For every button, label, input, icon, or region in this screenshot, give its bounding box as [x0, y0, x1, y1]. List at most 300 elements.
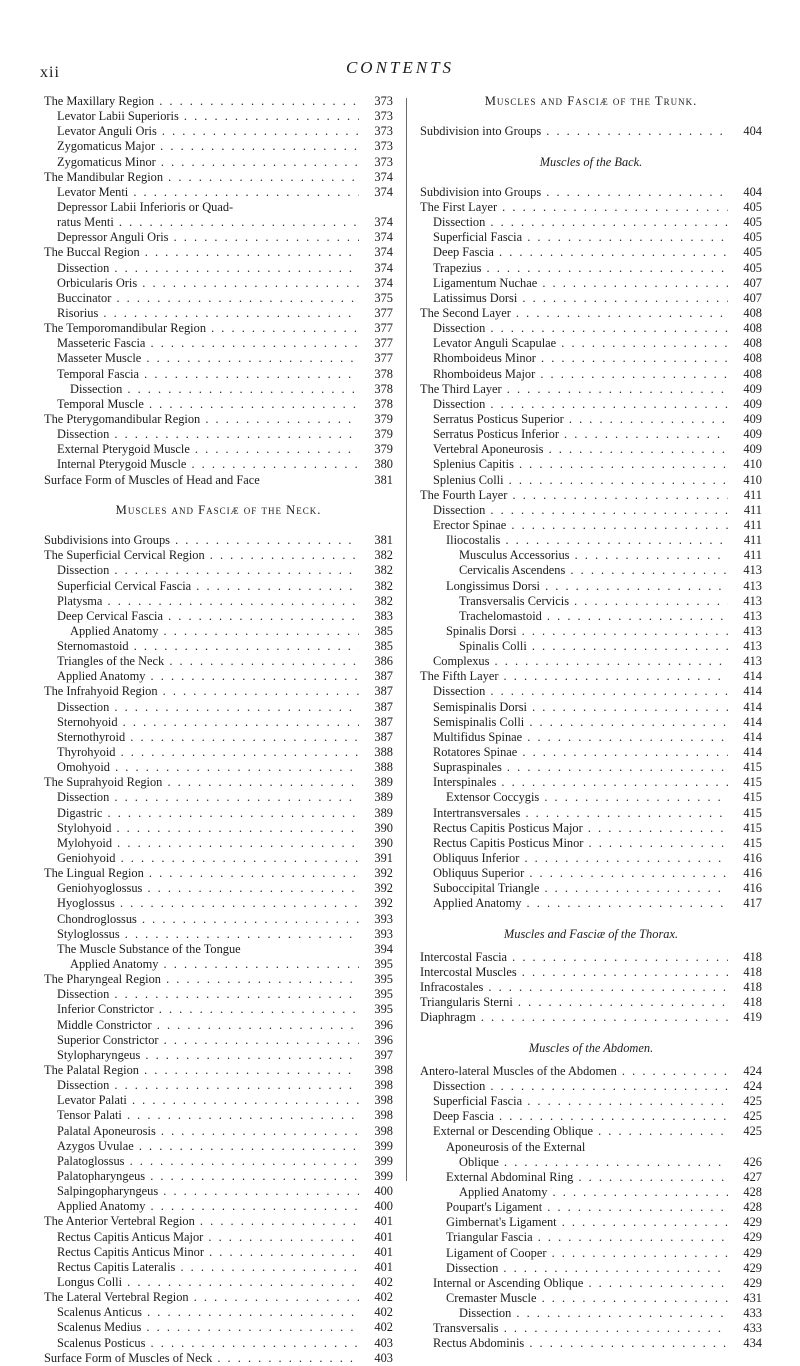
toc-entry-page: 434 — [732, 1336, 762, 1351]
toc-entry[interactable] — [44, 442, 393, 457]
toc-entry-title: Dissection . . . — [420, 684, 728, 699]
toc-entry-title: Tensor Palati . . . — [44, 1108, 359, 1123]
toc-entry[interactable] — [44, 1199, 393, 1214]
toc-entry-page: 378 — [363, 367, 393, 382]
toc-entry[interactable] — [420, 351, 762, 366]
toc-entry[interactable] — [420, 609, 762, 624]
toc-entry-page: 382 — [363, 548, 393, 563]
toc-entry[interactable] — [44, 170, 393, 185]
toc-entry-page: 413 — [732, 579, 762, 594]
toc-entry-title: Surface Form of Muscles of Neck . . . — [44, 1351, 359, 1366]
toc-entry[interactable] — [420, 654, 762, 669]
toc-entry[interactable] — [420, 442, 762, 457]
toc-entry[interactable] — [44, 987, 393, 1002]
toc-entry[interactable] — [420, 245, 762, 260]
toc-entry-title: Azygos Uvulae . . . — [44, 1139, 359, 1154]
toc-entry[interactable] — [44, 1108, 393, 1123]
toc-entry-page: 407 — [732, 291, 762, 306]
toc-entry-title: Dissection . . . — [420, 321, 728, 336]
toc-entry[interactable] — [420, 1306, 762, 1321]
toc-entry-title: Antero-lateral Muscles of the Abdomen . . . — [420, 1064, 728, 1079]
toc-entry[interactable] — [420, 367, 762, 382]
toc-left-column — [44, 94, 393, 1366]
toc-entry[interactable] — [44, 821, 393, 836]
toc-entry[interactable] — [420, 1276, 762, 1291]
toc-entry[interactable] — [420, 1200, 762, 1215]
toc-entry-title: Platysma . . . — [44, 594, 359, 609]
toc-entry[interactable] — [44, 185, 393, 200]
toc-entry-page: 402 — [363, 1290, 393, 1305]
toc-entry[interactable] — [44, 109, 393, 124]
toc-entry[interactable] — [420, 382, 762, 397]
toc-entry-continued: Depressor Labii Inferioris or Quad- — [57, 199, 234, 214]
toc-entry-title: Multifidus Spinae . . . — [420, 730, 728, 745]
toc-entry-title: Splenius Colli . . . — [420, 473, 728, 488]
toc-entry-page: 425 — [732, 1094, 762, 1109]
toc-entry[interactable] — [420, 488, 762, 503]
toc-entry-title: Applied Anatomy . . . — [420, 1185, 728, 1200]
toc-entry[interactable] — [420, 563, 762, 578]
toc-entry[interactable] — [44, 1305, 393, 1320]
section-heading: Muscles and Fasciæ of the Trunk. — [484, 94, 698, 108]
toc-entry-title: Triangularis Sterni . . . — [420, 995, 728, 1010]
toc-entry-title: Iliocostalis . . . — [420, 533, 728, 548]
toc-entry-title: External or Descending Oblique . . . — [420, 1124, 728, 1139]
toc-entry-title: Rectus Capitis Lateralis . . . — [44, 1260, 359, 1275]
toc-entry[interactable] — [420, 806, 762, 821]
toc-entry[interactable] — [420, 336, 762, 351]
toc-entry-title: Dissection . . . — [420, 397, 728, 412]
toc-entry[interactable] — [420, 306, 762, 321]
toc-entry[interactable] — [420, 684, 762, 699]
toc-entry-page: 411 — [732, 548, 762, 563]
toc-entry[interactable] — [420, 518, 762, 533]
toc-entry[interactable] — [44, 94, 393, 109]
toc-entry[interactable] — [44, 155, 393, 170]
toc-entry-title: Styloglossus . . . — [44, 927, 359, 942]
toc-entry[interactable] — [44, 851, 393, 866]
toc-entry[interactable] — [420, 503, 762, 518]
toc-entry[interactable] — [44, 942, 393, 957]
toc-entry-title: External Abdominal Ring . . . — [420, 1170, 728, 1185]
toc-entry-page: 389 — [363, 790, 393, 805]
toc-entry-title: Dissection . . . — [420, 215, 728, 230]
toc-entry[interactable] — [44, 912, 393, 927]
toc-entry-title: Oblique . . . — [420, 1155, 728, 1170]
toc-entry[interactable] — [44, 1351, 393, 1366]
toc-entry[interactable] — [44, 1245, 393, 1260]
toc-entry-page: 424 — [732, 1064, 762, 1079]
toc-entry-page: 373 — [363, 139, 393, 154]
toc-entry[interactable] — [44, 351, 393, 366]
toc-entry[interactable] — [420, 624, 762, 639]
toc-entry-page: 409 — [732, 382, 762, 397]
toc-entry[interactable] — [44, 321, 393, 336]
toc-entry-title: Superficial Fascia . . . — [420, 230, 728, 245]
toc-entry-title: Superficial Cervical Fascia . . . — [44, 579, 359, 594]
toc-entry-page: 417 — [732, 896, 762, 911]
toc-entry[interactable] — [44, 775, 393, 790]
toc-entry[interactable] — [44, 412, 393, 427]
toc-entry[interactable] — [44, 533, 393, 548]
toc-entry-title: Extensor Coccygis . . . — [420, 790, 728, 805]
toc-entry[interactable] — [420, 1291, 762, 1306]
toc-entry-page: 386 — [363, 654, 393, 669]
toc-entry[interactable] — [420, 821, 762, 836]
toc-entry[interactable] — [420, 457, 762, 472]
toc-entry-page: 414 — [732, 669, 762, 684]
toc-entry[interactable] — [44, 579, 393, 594]
toc-entry[interactable] — [44, 684, 393, 699]
toc-entry[interactable] — [44, 1078, 393, 1093]
toc-entry[interactable] — [44, 669, 393, 684]
toc-entry-title: The Fourth Layer . . . — [420, 488, 728, 503]
toc-entry-page: 387 — [363, 700, 393, 715]
toc-entry[interactable] — [420, 745, 762, 760]
toc-entry-title: The Maxillary Region . . . — [44, 94, 359, 109]
toc-entry[interactable] — [420, 980, 762, 995]
toc-entry[interactable] — [44, 1093, 393, 1108]
toc-entry-page: 405 — [732, 230, 762, 245]
toc-entry[interactable] — [420, 1170, 762, 1185]
toc-entry-title: Triangles of the Neck . . . — [44, 654, 359, 669]
toc-entry-page: 415 — [732, 790, 762, 805]
toc-entry[interactable] — [420, 1124, 762, 1139]
toc-entry-page: 409 — [732, 442, 762, 457]
toc-entry[interactable] — [420, 995, 762, 1010]
toc-entry[interactable] — [44, 382, 393, 397]
toc-entry-page: 391 — [363, 851, 393, 866]
toc-entry[interactable] — [44, 397, 393, 412]
toc-entry[interactable] — [44, 745, 393, 760]
toc-entry[interactable] — [44, 1290, 393, 1305]
toc-entry[interactable] — [420, 950, 762, 965]
toc-entry-title: Dissection . . . — [44, 1078, 359, 1093]
toc-entry-page: 429 — [732, 1246, 762, 1261]
toc-entry-page: 418 — [732, 995, 762, 1010]
toc-entry-title: Ligamentum Nuchae . . . — [420, 276, 728, 291]
toc-entry-page: 395 — [363, 957, 393, 972]
toc-entry[interactable] — [420, 730, 762, 745]
toc-entry[interactable] — [44, 1260, 393, 1275]
toc-entry-page: 407 — [732, 276, 762, 291]
toc-entry-page: 393 — [363, 927, 393, 942]
toc-entry-title: Erector Spinae . . . — [420, 518, 728, 533]
toc-entry-title: Dissection . . . — [44, 261, 359, 276]
toc-entry-page: 374 — [363, 261, 393, 276]
toc-entry[interactable] — [44, 715, 393, 730]
toc-entry-title: Hyoglossus . . . — [44, 896, 359, 911]
toc-entry[interactable] — [44, 866, 393, 881]
toc-entry[interactable] — [420, 1010, 762, 1025]
toc-entry[interactable] — [420, 1261, 762, 1276]
toc-entry-page: 405 — [732, 245, 762, 260]
toc-entry[interactable] — [420, 896, 762, 911]
toc-entry-title: Rhomboideus Minor . . . — [420, 351, 728, 366]
toc-entry-page: 378 — [363, 382, 393, 397]
toc-entry[interactable] — [420, 548, 762, 563]
toc-entry[interactable] — [420, 1109, 762, 1124]
toc-entry-page: 385 — [363, 639, 393, 654]
spacer — [420, 139, 762, 154]
toc-entry-title: Longissimus Dorsi . . . — [420, 579, 728, 594]
toc-entry[interactable] — [420, 836, 762, 851]
toc-entry-page: 390 — [363, 821, 393, 836]
toc-entry[interactable] — [420, 1336, 762, 1351]
toc-entry-title: Levator Palati . . . — [44, 1093, 359, 1108]
toc-entry-page: 413 — [732, 609, 762, 624]
toc-entry[interactable] — [420, 200, 762, 215]
toc-entry-page: 396 — [363, 1033, 393, 1048]
toc-entry[interactable] — [44, 806, 393, 821]
toc-entry-page: 393 — [363, 912, 393, 927]
toc-entry[interactable] — [44, 1124, 393, 1139]
toc-entry[interactable] — [420, 1094, 762, 1109]
toc-entry[interactable] — [44, 1033, 393, 1048]
toc-entry[interactable] — [420, 1064, 762, 1079]
toc-entry[interactable] — [44, 609, 393, 624]
toc-entry[interactable] — [44, 1048, 393, 1063]
toc-entry-title: Inferior Constrictor . . . — [44, 1002, 359, 1017]
toc-entry-title: Deep Fascia . . . — [420, 245, 728, 260]
toc-entry-page: 415 — [732, 760, 762, 775]
toc-entry[interactable] — [44, 1002, 393, 1017]
toc-entry[interactable] — [44, 367, 393, 382]
toc-entry-page: 375 — [363, 291, 393, 306]
spacer — [420, 170, 762, 185]
toc-entry[interactable] — [420, 669, 762, 684]
toc-entry-title: Scalenus Anticus . . . — [44, 1305, 359, 1320]
toc-entry-page: 433 — [732, 1306, 762, 1321]
page-number: xii — [40, 64, 60, 81]
toc-entry[interactable] — [44, 124, 393, 139]
toc-entry-page: 409 — [732, 427, 762, 442]
toc-entry[interactable] — [44, 1214, 393, 1229]
toc-entry[interactable] — [420, 715, 762, 730]
toc-entry-page: 408 — [732, 351, 762, 366]
toc-entry[interactable] — [420, 594, 762, 609]
toc-entry[interactable] — [44, 700, 393, 715]
toc-entry[interactable] — [44, 790, 393, 805]
toc-entry-page: 414 — [732, 730, 762, 745]
toc-entry[interactable] — [420, 230, 762, 245]
toc-entry[interactable] — [420, 1230, 762, 1245]
toc-entry-title: Sternothyroid . . . — [44, 730, 359, 745]
toc-entry-title: Sternohyoid . . . — [44, 715, 359, 730]
toc-entry-title: The Mandibular Region . . . — [44, 170, 359, 185]
toc-entry-page: 409 — [732, 412, 762, 427]
toc-entry[interactable] — [44, 1336, 393, 1351]
toc-entry[interactable] — [44, 654, 393, 669]
toc-entry-title: Sternomastoid . . . — [44, 639, 359, 654]
toc-entry[interactable] — [44, 760, 393, 775]
toc-entry[interactable] — [44, 1230, 393, 1245]
toc-entry[interactable] — [44, 1184, 393, 1199]
toc-entry[interactable] — [420, 473, 762, 488]
toc-entry[interactable] — [44, 139, 393, 154]
toc-entry[interactable] — [44, 1154, 393, 1169]
toc-entry[interactable] — [44, 1018, 393, 1033]
toc-entry[interactable] — [44, 972, 393, 987]
toc-entry-title: Infracostales . . . — [420, 980, 728, 995]
toc-entry-title: Zygomaticus Minor . . . — [44, 155, 359, 170]
toc-entry[interactable] — [420, 215, 762, 230]
toc-entry[interactable] — [420, 1155, 762, 1170]
toc-entry-title: Deep Fascia . . . — [420, 1109, 728, 1124]
toc-entry[interactable] — [420, 321, 762, 336]
toc-entry[interactable] — [420, 533, 762, 548]
toc-entry-title: Rectus Capitis Anticus Major . . . — [44, 1230, 359, 1245]
toc-entry[interactable] — [44, 881, 393, 896]
toc-entry-page: 395 — [363, 972, 393, 987]
toc-entry-title: Middle Constrictor . . . — [44, 1018, 359, 1033]
toc-entry-title: Palatal Aponeurosis . . . — [44, 1124, 359, 1139]
toc-entry-page: 374 — [363, 215, 393, 230]
toc-entry[interactable] — [420, 185, 762, 200]
toc-entry-title: Poupart's Ligament . . . — [420, 1200, 728, 1215]
section-heading: Muscles and Fasciæ of the Neck. — [115, 502, 322, 517]
toc-entry[interactable] — [44, 1275, 393, 1290]
toc-entry-page: 373 — [363, 94, 393, 109]
toc-entry[interactable] — [44, 639, 393, 654]
toc-entry-page: 399 — [363, 1154, 393, 1169]
toc-entry[interactable] — [420, 760, 762, 775]
toc-entry-page: 392 — [363, 896, 393, 911]
toc-entry[interactable] — [44, 896, 393, 911]
toc-entry-page: 398 — [363, 1124, 393, 1139]
toc-entry-title: The Temporomandibular Region . . . — [44, 321, 359, 336]
toc-entry[interactable] — [420, 639, 762, 654]
toc-entry[interactable] — [44, 230, 393, 245]
toc-entry[interactable] — [420, 291, 762, 306]
toc-entry-page: 414 — [732, 700, 762, 715]
toc-entry-page: 377 — [363, 321, 393, 336]
toc-entry[interactable] — [420, 579, 762, 594]
toc-entry[interactable] — [44, 457, 393, 472]
page-title: CONTENTS — [345, 58, 455, 77]
toc-entry-title: Palatoglossus . . . — [44, 1154, 359, 1169]
toc-entry-title: Intercostal Muscles . . . — [420, 965, 728, 980]
toc-entry[interactable] — [44, 1169, 393, 1184]
toc-entry[interactable] — [420, 261, 762, 276]
toc-entry-page: 400 — [363, 1184, 393, 1199]
toc-entry[interactable] — [44, 1139, 393, 1154]
toc-entry-page: 374 — [363, 230, 393, 245]
toc-entry[interactable] — [420, 427, 762, 442]
toc-entry-title: Dissection . . . — [44, 427, 359, 442]
toc-entry[interactable] — [44, 336, 393, 351]
toc-entry-page: 414 — [732, 684, 762, 699]
toc-entry-title: Temporal Fascia . . . — [44, 367, 359, 382]
toc-entry-title: Dissection . . . — [420, 503, 728, 518]
toc-entry[interactable] — [44, 473, 393, 488]
toc-entry[interactable] — [44, 957, 393, 972]
toc-entry-title: Applied Anatomy . . . — [420, 896, 728, 911]
toc-entry-title: Rectus Capitis Posticus Minor . . . — [420, 836, 728, 851]
toc-entry-page: 387 — [363, 684, 393, 699]
toc-entry[interactable] — [420, 1246, 762, 1261]
toc-entry[interactable] — [44, 594, 393, 609]
toc-entry[interactable] — [44, 427, 393, 442]
toc-entry-title: Intercostal Fascia . . . — [420, 950, 728, 965]
toc-entry-title: Subdivision into Groups . . . — [420, 124, 728, 139]
toc-entry[interactable] — [44, 215, 393, 230]
toc-entry[interactable] — [420, 965, 762, 980]
toc-entry[interactable] — [420, 397, 762, 412]
toc-entry-page: 381 — [363, 473, 393, 488]
toc-entry[interactable] — [44, 1063, 393, 1078]
toc-entry[interactable] — [420, 866, 762, 881]
toc-entry-title: Applied Anatomy . . . — [44, 1199, 359, 1214]
toc-entry[interactable] — [420, 276, 762, 291]
toc-entry[interactable] — [44, 245, 393, 260]
toc-entry[interactable] — [44, 730, 393, 745]
toc-entry-page: 425 — [732, 1109, 762, 1124]
toc-entry-page: 418 — [732, 965, 762, 980]
toc-entry-title: Mylohyoid . . . — [44, 836, 359, 851]
toc-entry[interactable] — [420, 700, 762, 715]
toc-entry[interactable] — [44, 1320, 393, 1335]
toc-entry[interactable] — [44, 276, 393, 291]
toc-entry-page: 411 — [732, 503, 762, 518]
toc-entry-title: Thyrohyoid . . . — [44, 745, 359, 760]
toc-entry[interactable] — [420, 1079, 762, 1094]
toc-entry-page: 399 — [363, 1139, 393, 1154]
toc-entry-page: 415 — [732, 821, 762, 836]
toc-entry-title: External Pterygoid Muscle . . . — [44, 442, 359, 457]
toc-entry[interactable] — [44, 836, 393, 851]
toc-entry[interactable] — [44, 624, 393, 639]
toc-entry[interactable] — [44, 306, 393, 321]
toc-entry-page: 397 — [363, 1048, 393, 1063]
toc-entry[interactable] — [44, 261, 393, 276]
toc-entry-page: 394 — [363, 942, 393, 957]
toc-entry-title: Rectus Abdominis . . . — [420, 1336, 728, 1351]
toc-entry[interactable] — [44, 548, 393, 563]
toc-entry-title: Omohyoid . . . — [44, 760, 359, 775]
toc-entry-title: Serratus Posticus Superior . . . — [420, 412, 728, 427]
toc-entry[interactable] — [44, 563, 393, 578]
toc-entry[interactable] — [420, 124, 762, 139]
toc-entry[interactable] — [420, 1185, 762, 1200]
toc-entry[interactable] — [420, 790, 762, 805]
toc-entry-title: Rhomboideus Major . . . — [420, 367, 728, 382]
toc-entry[interactable] — [44, 291, 393, 306]
toc-entry-page: 429 — [732, 1215, 762, 1230]
toc-entry-page: 378 — [363, 397, 393, 412]
toc-entry-page: 405 — [732, 215, 762, 230]
toc-entry-title: Dissection . . . — [44, 987, 359, 1002]
toc-entry[interactable] — [420, 1215, 762, 1230]
toc-entry-title: Subdivision into Groups . . . — [420, 185, 728, 200]
toc-entry-title: Geniohyoid . . . — [44, 851, 359, 866]
toc-entry-page: 427 — [732, 1170, 762, 1185]
toc-entry-title: Surface Form of Muscles of Head and Face — [44, 472, 260, 487]
toc-entry-page: 416 — [732, 851, 762, 866]
toc-entry-title: Stylohyoid . . . — [44, 821, 359, 836]
toc-entry[interactable] — [420, 775, 762, 790]
toc-entry[interactable] — [420, 851, 762, 866]
toc-entry[interactable] — [420, 1321, 762, 1336]
toc-entry[interactable] — [420, 881, 762, 896]
toc-entry[interactable] — [420, 412, 762, 427]
toc-entry-page: 379 — [363, 442, 393, 457]
subsection-heading: Muscles of the Abdomen. — [528, 1040, 654, 1055]
toc-entry-title: Suboccipital Triangle . . . — [420, 881, 728, 896]
toc-entry-page: 424 — [732, 1079, 762, 1094]
toc-entry[interactable] — [44, 927, 393, 942]
spacer — [420, 912, 762, 927]
